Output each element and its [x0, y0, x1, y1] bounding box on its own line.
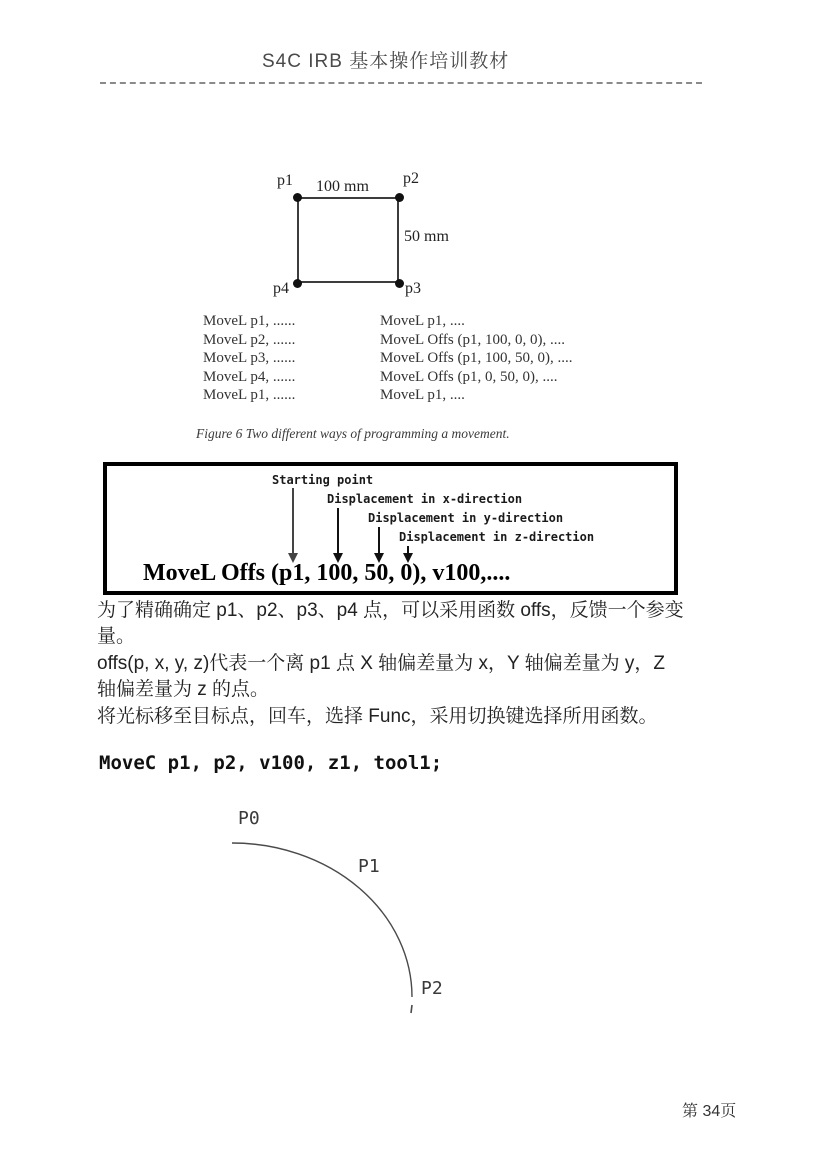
offs-command-text: MoveL Offs (p1, 100, 50, 0), v100,....: [143, 560, 511, 586]
code-line: MoveL p1, ......: [203, 313, 296, 329]
label-p2: p2: [403, 170, 419, 187]
code-column-left: [203, 312, 295, 405]
code-line: MoveL p3, ......: [203, 350, 296, 367]
paragraph-offs-intro: [97, 598, 747, 650]
label-right-edge: 50 mm: [404, 228, 449, 245]
offs-syntax-box: [103, 462, 678, 595]
text-line: 将光标移至目标点，回车，选择 Func，采用切换键选择所用函数。: [97, 706, 658, 727]
arrow-starting-point: [292, 488, 294, 553]
code-line: MoveL Offs (p1, 0, 50, 0), ....: [380, 368, 558, 385]
figure-caption: Figure 6 Two different ways of programming a movement.: [196, 426, 510, 441]
offs-label-z-direction: Displacement in z-direction: [399, 530, 595, 544]
movec-command: MoveC p1, p2, v100, z1, tool1;: [99, 752, 443, 774]
body-text-block: [97, 598, 747, 731]
arrow-x-direction: [337, 508, 339, 553]
offs-label-starting-point: Starting point: [272, 473, 374, 487]
paragraph-offs-definition: [97, 651, 747, 703]
text-line: offs(p, x, y, z)代表一个离 p1 点 X 轴偏差量为 x，Y 轴偏差量为 y，Z: [97, 653, 665, 674]
code-column-right: [380, 312, 572, 405]
paragraph-func-instruction: [97, 704, 747, 730]
code-line: MoveL p1, ......: [203, 387, 296, 404]
code-line: MoveL p1, ....: [380, 387, 465, 404]
header-divider: [100, 82, 702, 84]
text-line: 量。: [97, 626, 136, 647]
text-line: 轴偏差量为 z 的点。: [97, 679, 270, 700]
offs-label-x-direction: Displacement in x-direction: [327, 492, 523, 506]
label-p4: p4: [273, 280, 289, 297]
arrow-y-direction: [378, 527, 380, 553]
arc-path-figure: [200, 800, 500, 1030]
page-number: 第 34页: [682, 1103, 737, 1120]
code-line: MoveL p4, ......: [203, 368, 296, 385]
square-path-figure: [297, 197, 399, 283]
point-dot-p1: [293, 193, 302, 202]
label-P0: P0: [238, 808, 260, 829]
code-line: MoveL Offs (p1, 100, 50, 0), ....: [380, 350, 573, 367]
point-dot-p2: [395, 193, 404, 202]
code-line: MoveL Offs (p1, 100, 0, 0), ....: [380, 331, 565, 348]
arc-curve: [232, 843, 412, 997]
page-title: S4C IRB 基本操作培训教材: [262, 51, 510, 72]
point-dot-p4: [293, 279, 302, 288]
label-p3: p3: [405, 280, 421, 297]
label-top-edge: 100 mm: [316, 178, 369, 195]
label-P2: P2: [421, 978, 443, 999]
offs-label-y-direction: Displacement in y-direction: [368, 511, 564, 525]
code-line: MoveL p1, ....: [380, 313, 465, 329]
point-dot-p3: [395, 279, 404, 288]
label-p1: p1: [277, 172, 293, 189]
text-line: 为了精确确定 p1、p2、p3、p4 点，可以采用函数 offs，反馈一个参变: [97, 600, 684, 621]
arc-end-tick: [411, 1005, 412, 1013]
label-P1: P1: [358, 856, 380, 877]
code-line: MoveL p2, ......: [203, 331, 296, 348]
arrow-z-direction: [407, 546, 409, 553]
